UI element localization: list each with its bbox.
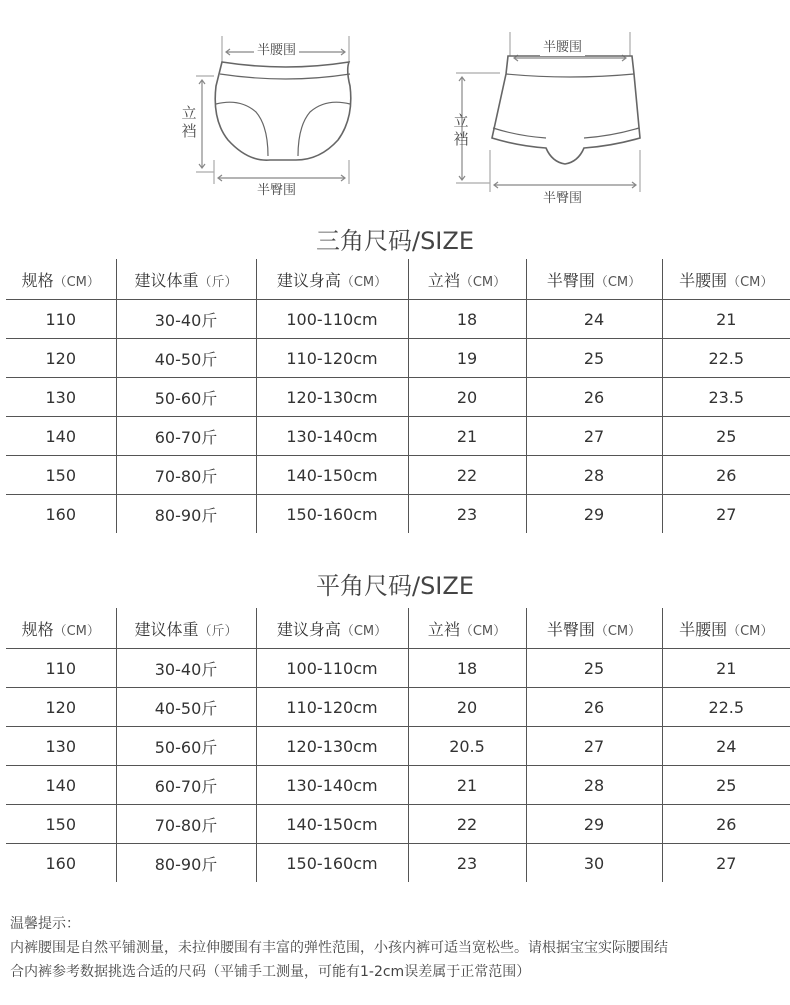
table-cell: 40-50斤: [116, 339, 256, 378]
table-row: [6, 456, 790, 495]
table-cell: 29: [526, 805, 662, 844]
table-cell: 70-80斤: [116, 456, 256, 495]
table-cell: 140-150cm: [256, 805, 408, 844]
column-header-label: 规格: [21, 270, 54, 290]
column-header-unit: （CM）: [594, 274, 642, 290]
table-cell: 21: [662, 300, 790, 339]
table-cell: 120: [6, 688, 116, 727]
table-cell: 28: [526, 766, 662, 805]
table-cell: 26: [662, 456, 790, 495]
column-header-unit: （CM）: [727, 623, 774, 639]
table-cell: 160: [6, 495, 116, 534]
table-row: [6, 688, 790, 727]
table-row: [6, 495, 790, 534]
table-cell: 150-160cm: [256, 495, 408, 534]
column-header: [408, 259, 526, 300]
table-cell: 50-60斤: [116, 378, 256, 417]
column-header-label: 建议身高: [276, 270, 341, 290]
column-header-unit: （斤）: [198, 623, 238, 639]
table-cell: 23: [408, 844, 526, 883]
table-cell: 23: [408, 495, 526, 534]
column-header: [116, 608, 256, 649]
table-cell: 110-120cm: [256, 688, 408, 727]
table-row: [6, 766, 790, 805]
column-header-unit: （CM）: [53, 623, 100, 639]
brief-rise-label: 立裆: [181, 104, 197, 140]
table-cell: 24: [662, 727, 790, 766]
boxer-diagram: [456, 32, 640, 192]
column-header-unit: （CM）: [340, 623, 388, 639]
table-cell: 30: [526, 844, 662, 883]
table-row: [6, 805, 790, 844]
table-cell: 27: [526, 417, 662, 456]
table-row: [6, 844, 790, 883]
column-header-label: 建议体重: [134, 270, 199, 290]
boxer-waist-label: 半腰围: [540, 40, 585, 56]
table-row: [6, 300, 790, 339]
table-cell: 21: [408, 766, 526, 805]
column-header: [408, 608, 526, 649]
table-cell: 120: [6, 339, 116, 378]
table-cell: 130: [6, 727, 116, 766]
table-row: [6, 417, 790, 456]
column-header: [256, 608, 408, 649]
boxer-size-table: [6, 608, 790, 882]
column-header: [256, 259, 408, 300]
table-cell: 27: [716, 504, 737, 524]
table-cell: 60-70斤: [116, 417, 256, 456]
table-cell: 80-90斤: [116, 495, 256, 534]
table-cell: 80-90斤: [116, 844, 256, 883]
tips-line-2: 合内裤参考数据挑选合适的尺码（平铺手工测量，可能有1-2cm误差属于正常范围）: [10, 964, 531, 980]
boxer-rise-label: 立裆: [453, 112, 469, 148]
column-header-label: 半腰围: [679, 619, 728, 639]
table-cell: 19: [408, 339, 526, 378]
column-header: [662, 608, 790, 649]
brief-size-title: 三角尺码/SIZE: [315, 227, 474, 255]
table-cell: 21: [662, 649, 790, 688]
column-header-label: 半臀围: [546, 270, 595, 290]
table-cell: 140: [6, 766, 116, 805]
table-cell: 21: [408, 417, 526, 456]
table-cell: 22: [408, 456, 526, 495]
column-header: [116, 259, 256, 300]
column-header-unit: （CM）: [727, 274, 774, 290]
table-cell: 70-80斤: [116, 805, 256, 844]
table-cell: 100-110cm: [256, 300, 408, 339]
column-header: [526, 608, 662, 649]
table-row: [6, 727, 790, 766]
brief-waist-label: 半腰围: [254, 43, 299, 59]
column-header: [662, 259, 790, 300]
brief-size-table: [6, 259, 790, 533]
table-cell: 25: [662, 417, 790, 456]
table-cell: 150: [6, 805, 116, 844]
table-cell: 27: [716, 853, 737, 873]
tips-section: [10, 912, 785, 984]
column-header-unit: （斤）: [198, 274, 238, 290]
column-header: [6, 259, 116, 300]
table-cell: 160: [6, 844, 116, 883]
table-cell: 26: [526, 688, 662, 727]
column-header: [6, 608, 116, 649]
table-cell: 150-160cm: [256, 844, 408, 883]
column-header-unit: （CM）: [594, 623, 642, 639]
table-cell: 25: [526, 649, 662, 688]
table-cell: 22.5: [662, 339, 790, 378]
size-diagrams: [0, 0, 790, 220]
table-row: [6, 649, 790, 688]
table-cell: 50-60斤: [116, 727, 256, 766]
column-header-label: 建议体重: [134, 619, 199, 639]
boxer-size-title: 平角尺码/SIZE: [315, 572, 474, 600]
table-cell: 23.5: [662, 378, 790, 417]
table-cell: 100-110cm: [256, 649, 408, 688]
table-cell: 26: [662, 805, 790, 844]
column-header: [526, 259, 662, 300]
underwear-diagrams-svg: [0, 0, 790, 220]
table-cell: 140: [6, 417, 116, 456]
table-cell: 28: [526, 456, 662, 495]
table-header-row: [6, 259, 790, 300]
column-header-unit: （CM）: [459, 623, 507, 639]
table-cell: 110-120cm: [256, 339, 408, 378]
column-header-label: 建议身高: [276, 619, 341, 639]
tips-line-1: 内裤腰围是自然平铺测量，未拉伸腰围有丰富的弹性范围，小孩内裤可适当宽松些。请根据宝宝实际腰围结: [10, 940, 668, 956]
table-cell: 24: [526, 300, 662, 339]
table-cell: 130: [6, 378, 116, 417]
table-cell: 18: [408, 649, 526, 688]
table-cell: 26: [526, 378, 662, 417]
column-header-unit: （CM）: [459, 274, 507, 290]
table-cell: 110: [6, 300, 116, 339]
table-cell: 25: [662, 766, 790, 805]
column-header-label: 半臀围: [546, 619, 595, 639]
table-cell: 120-130cm: [256, 727, 408, 766]
table-cell: 120-130cm: [256, 378, 408, 417]
brief-hip-label: 半臀围: [254, 183, 299, 199]
table-cell: 29: [526, 495, 662, 534]
table-cell: 40-50斤: [116, 688, 256, 727]
table-cell: 27: [526, 727, 662, 766]
table-cell: 30-40斤: [116, 300, 256, 339]
table-cell: 30-40斤: [116, 649, 256, 688]
table-cell: 25: [526, 339, 662, 378]
boxer-hip-label: 半臀围: [540, 191, 585, 207]
table-cell: 150: [6, 456, 116, 495]
table-cell: 110: [6, 649, 116, 688]
table-row: [6, 378, 790, 417]
table-cell: 140-150cm: [256, 456, 408, 495]
column-header-label: 规格: [21, 619, 54, 639]
table-row: [6, 339, 790, 378]
table-cell: 20: [408, 378, 526, 417]
table-cell: 20: [408, 688, 526, 727]
table-cell: 130-140cm: [256, 417, 408, 456]
table-cell: 22.5: [662, 688, 790, 727]
column-header-unit: （CM）: [340, 274, 388, 290]
column-header-unit: （CM）: [53, 274, 100, 290]
column-header-label: 立裆: [427, 619, 460, 639]
table-cell: 130-140cm: [256, 766, 408, 805]
column-header-label: 半腰围: [679, 270, 728, 290]
table-cell: 60-70斤: [116, 766, 256, 805]
table-cell: 20.5: [408, 727, 526, 766]
column-header-label: 立裆: [427, 270, 460, 290]
table-cell: 22: [408, 805, 526, 844]
tips-heading: 温馨提示：: [10, 916, 80, 932]
table-cell: 18: [408, 300, 526, 339]
table-header-row: [6, 608, 790, 649]
